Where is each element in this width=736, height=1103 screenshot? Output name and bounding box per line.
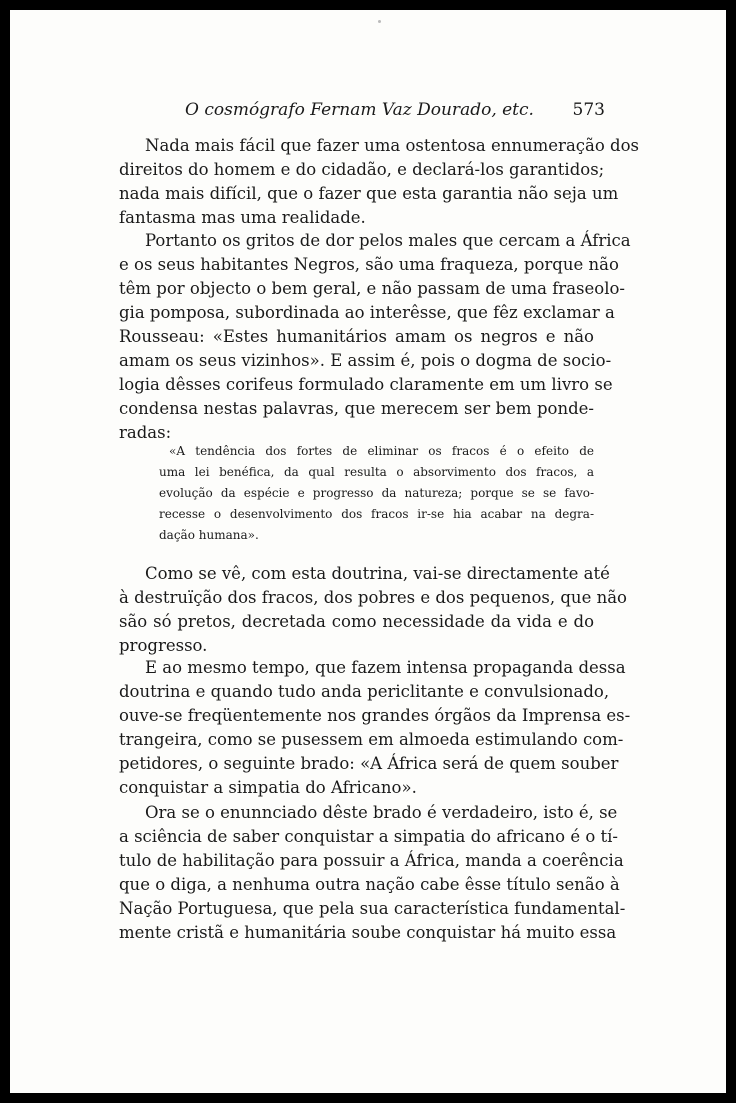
block-quote [159,444,594,548]
text-line: Como se vê, com esta doutrina, vai-se directamente até [145,564,610,583]
text-line: Nada mais fácil que fazer uma ostentosa ennumeração dos [145,136,640,155]
text-line: a sciência de saber conquistar a simpatia do africano é o tí- [119,827,618,846]
text-line: direitos do homem e do cidadão, e declará-los garantidos; [119,160,605,179]
text-line: têm por objecto o bem geral, e não passam de uma fraseolo- [119,279,625,298]
text-line: ouve-se freqüentemente nos grandes órgãos da Imprensa es- [119,706,631,725]
text-line: e os seus habitantes Negros, são uma fraqueza, porque não [119,255,619,274]
text-line: doutrina e quando tudo anda periclitante e convulsionado, [119,682,610,701]
text-line: E ao mesmo tempo, que fazem intensa propaganda dessa [145,658,626,677]
book-page [10,10,726,1093]
text-line: petidores, o seguinte brado: «A África será de quem souber [119,754,619,773]
text-line: à destruïção dos fracos, dos pobres e dos pequenos, que não [119,588,627,607]
running-header [185,100,605,126]
page-speck [378,20,381,23]
text-line: amam os seus vizinhos». E assim é, pois o dogma de socio- [119,351,612,370]
text-line: fantasma mas uma realidade. [119,208,366,227]
text-line: são só pretos, decretada como necessidade da vida e do [119,612,594,631]
quote-line: «A tendência dos fortes de eliminar os fracos é o efeito de [169,444,594,458]
text-line: nada mais difícil, que o fazer que esta garantia não seja um [119,184,619,203]
text-line: Rousseau: «Estes humanitários amam os negros e não [119,327,594,346]
quote-line: evolução da espécie e progresso da natureza; porque se se favo- [159,486,594,500]
text-line: Ora se o enunnciado dêste brado é verdadeiro, isto é, se [145,803,618,822]
page-number: 573 [572,100,605,120]
text-line: mente cristã e humanitária soube conquistar há muito essa [119,923,617,942]
running-title: O cosmógrafo Fernam Vaz Dourado, etc. [185,100,534,120]
quote-line: dação humana». [159,528,259,542]
text-line: gia pomposa, subordinada ao interêsse, que fêz exclamar a [119,303,615,322]
text-line: que o diga, a nenhuma outra nação cabe êsse título senão à [119,875,620,894]
text-line: logia dêsses corifeus formulado claramente em um livro se [119,375,613,394]
text-line: conquistar a simpatia do Africano». [119,778,417,797]
text-line: progresso. [119,636,208,655]
text-line: trangeira, como se pusessem em almoeda estimulando com- [119,730,624,749]
text-line: radas: [119,423,172,442]
text-line: tulo de habilitação para possuir a África, manda a coerência [119,851,624,870]
text-line: Portanto os gritos de dor pelos males que cercam a África [145,231,631,250]
text-line: condensa nestas palavras, que merecem ser bem ponde- [119,399,594,418]
quote-line: uma lei benéfica, da qual resulta o absorvimento dos fracos, a [159,465,594,479]
text-line: Nação Portuguesa, que pela sua característica fundamental- [119,899,626,918]
quote-line: recesse o desenvolvimento dos fracos ir-se hia acabar na degra- [159,507,594,521]
